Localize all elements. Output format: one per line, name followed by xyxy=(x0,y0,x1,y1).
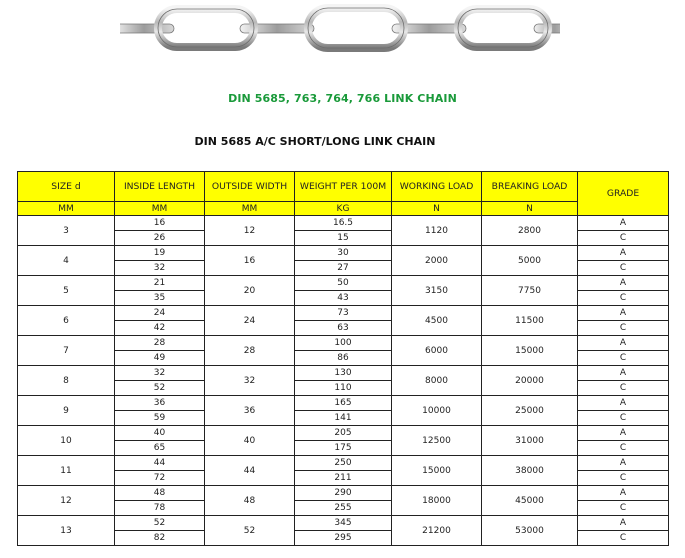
outside-width-cell: 36 xyxy=(205,396,295,426)
table-row xyxy=(18,366,669,381)
working-load-cell: 8000 xyxy=(392,366,482,396)
inside-length-cell: 24 xyxy=(115,306,205,321)
table-row xyxy=(18,516,669,531)
header-weight: WEIGHT PER 100M xyxy=(295,172,392,202)
working-load-cell: 12500 xyxy=(392,426,482,456)
link-chain-icon xyxy=(120,0,560,54)
inside-length-cell: 42 xyxy=(115,321,205,336)
table-row xyxy=(18,336,669,351)
table-row xyxy=(18,426,669,441)
working-load-cell: 1120 xyxy=(392,216,482,246)
working-load-cell: 3150 xyxy=(392,276,482,306)
size-cell: 3 xyxy=(18,216,115,246)
table-row xyxy=(18,216,669,231)
size-cell: 13 xyxy=(18,516,115,546)
header-row xyxy=(18,172,669,202)
grade-cell: C xyxy=(578,411,669,426)
breaking-load-cell: 15000 xyxy=(482,336,578,366)
working-load-cell: 2000 xyxy=(392,246,482,276)
unit-row xyxy=(18,202,669,216)
header-outside-width: OUTSIDE WIDTH xyxy=(205,172,295,202)
chain-banner-image xyxy=(120,0,560,54)
page-title: DIN 5685, 763, 764, 766 LINK CHAIN xyxy=(228,92,457,105)
inside-length-cell: 19 xyxy=(115,246,205,261)
size-cell: 5 xyxy=(18,276,115,306)
working-load-cell: 4500 xyxy=(392,306,482,336)
working-load-cell: 18000 xyxy=(392,486,482,516)
size-cell: 9 xyxy=(18,396,115,426)
inside-length-cell: 49 xyxy=(115,351,205,366)
grade-cell: A xyxy=(578,276,669,291)
working-load-cell: 21200 xyxy=(392,516,482,546)
working-load-cell: 10000 xyxy=(392,396,482,426)
size-cell: 10 xyxy=(18,426,115,456)
weight-cell: 295 xyxy=(295,531,392,546)
breaking-load-cell: 25000 xyxy=(482,396,578,426)
weight-cell: 27 xyxy=(295,261,392,276)
unit-inside-length: MM xyxy=(115,202,205,216)
inside-length-cell: 52 xyxy=(115,381,205,396)
weight-cell: 165 xyxy=(295,396,392,411)
header-working-load: WORKING LOAD xyxy=(392,172,482,202)
grade-cell: C xyxy=(578,321,669,336)
weight-cell: 255 xyxy=(295,501,392,516)
grade-cell: A xyxy=(578,516,669,531)
outside-width-cell: 20 xyxy=(205,276,295,306)
breaking-load-cell: 5000 xyxy=(482,246,578,276)
grade-cell: C xyxy=(578,291,669,306)
header-breaking-load: BREAKING LOAD xyxy=(482,172,578,202)
unit-outside-width: MM xyxy=(205,202,295,216)
table-row xyxy=(18,246,669,261)
outside-width-cell: 16 xyxy=(205,246,295,276)
weight-cell: 73 xyxy=(295,306,392,321)
breaking-load-cell: 7750 xyxy=(482,276,578,306)
grade-cell: C xyxy=(578,471,669,486)
inside-length-cell: 59 xyxy=(115,411,205,426)
weight-cell: 211 xyxy=(295,471,392,486)
unit-size: MM xyxy=(18,202,115,216)
size-cell: 6 xyxy=(18,306,115,336)
unit-breaking-load: N xyxy=(482,202,578,216)
grade-cell: C xyxy=(578,531,669,546)
inside-length-cell: 52 xyxy=(115,516,205,531)
breaking-load-cell: 45000 xyxy=(482,486,578,516)
inside-length-cell: 44 xyxy=(115,456,205,471)
grade-cell: C xyxy=(578,261,669,276)
outside-width-cell: 32 xyxy=(205,366,295,396)
weight-cell: 175 xyxy=(295,441,392,456)
breaking-load-cell: 20000 xyxy=(482,366,578,396)
grade-cell: A xyxy=(578,306,669,321)
weight-cell: 290 xyxy=(295,486,392,501)
outside-width-cell: 40 xyxy=(205,426,295,456)
table-body xyxy=(18,172,669,546)
inside-length-cell: 32 xyxy=(115,366,205,381)
header-size: SIZE d xyxy=(18,172,115,202)
breaking-load-cell: 2800 xyxy=(482,216,578,246)
weight-cell: 345 xyxy=(295,516,392,531)
header-inside-length: INSIDE LENGTH xyxy=(115,172,205,202)
size-cell: 11 xyxy=(18,456,115,486)
weight-cell: 100 xyxy=(295,336,392,351)
weight-cell: 110 xyxy=(295,381,392,396)
inside-length-cell: 40 xyxy=(115,426,205,441)
outside-width-cell: 48 xyxy=(205,486,295,516)
inside-length-cell: 48 xyxy=(115,486,205,501)
weight-cell: 16.5 xyxy=(295,216,392,231)
outside-width-cell: 12 xyxy=(205,216,295,246)
grade-cell: A xyxy=(578,426,669,441)
working-load-cell: 6000 xyxy=(392,336,482,366)
size-cell: 8 xyxy=(18,366,115,396)
chain-spec-table xyxy=(17,171,669,546)
breaking-load-cell: 53000 xyxy=(482,516,578,546)
header-grade: GRADE xyxy=(578,172,669,216)
table-row xyxy=(18,396,669,411)
table-row xyxy=(18,486,669,501)
outside-width-cell: 52 xyxy=(205,516,295,546)
inside-length-cell: 21 xyxy=(115,276,205,291)
inside-length-cell: 26 xyxy=(115,231,205,246)
inside-length-cell: 28 xyxy=(115,336,205,351)
grade-cell: C xyxy=(578,501,669,516)
weight-cell: 141 xyxy=(295,411,392,426)
outside-width-cell: 24 xyxy=(205,306,295,336)
grade-cell: A xyxy=(578,366,669,381)
working-load-cell: 15000 xyxy=(392,456,482,486)
outside-width-cell: 44 xyxy=(205,456,295,486)
breaking-load-cell: 31000 xyxy=(482,426,578,456)
size-cell: 4 xyxy=(18,246,115,276)
weight-cell: 50 xyxy=(295,276,392,291)
table-row xyxy=(18,306,669,321)
table-row xyxy=(18,456,669,471)
inside-length-cell: 36 xyxy=(115,396,205,411)
grade-cell: A xyxy=(578,456,669,471)
grade-cell: C xyxy=(578,231,669,246)
grade-cell: C xyxy=(578,351,669,366)
weight-cell: 250 xyxy=(295,456,392,471)
grade-cell: A xyxy=(578,336,669,351)
grade-cell: A xyxy=(578,486,669,501)
table-title: DIN 5685 A/C SHORT/LONG LINK CHAIN xyxy=(194,135,436,148)
size-cell: 12 xyxy=(18,486,115,516)
inside-length-cell: 16 xyxy=(115,216,205,231)
size-cell: 7 xyxy=(18,336,115,366)
weight-cell: 130 xyxy=(295,366,392,381)
unit-weight: KG xyxy=(295,202,392,216)
inside-length-cell: 72 xyxy=(115,471,205,486)
weight-cell: 63 xyxy=(295,321,392,336)
weight-cell: 205 xyxy=(295,426,392,441)
weight-cell: 86 xyxy=(295,351,392,366)
grade-cell: A xyxy=(578,216,669,231)
breaking-load-cell: 38000 xyxy=(482,456,578,486)
grade-cell: C xyxy=(578,381,669,396)
grade-cell: C xyxy=(578,441,669,456)
table-row xyxy=(18,276,669,291)
outside-width-cell: 28 xyxy=(205,336,295,366)
breaking-load-cell: 11500 xyxy=(482,306,578,336)
weight-cell: 43 xyxy=(295,291,392,306)
grade-cell: A xyxy=(578,246,669,261)
inside-length-cell: 82 xyxy=(115,531,205,546)
weight-cell: 30 xyxy=(295,246,392,261)
unit-working-load: N xyxy=(392,202,482,216)
inside-length-cell: 35 xyxy=(115,291,205,306)
inside-length-cell: 78 xyxy=(115,501,205,516)
inside-length-cell: 32 xyxy=(115,261,205,276)
weight-cell: 15 xyxy=(295,231,392,246)
grade-cell: A xyxy=(578,396,669,411)
inside-length-cell: 65 xyxy=(115,441,205,456)
